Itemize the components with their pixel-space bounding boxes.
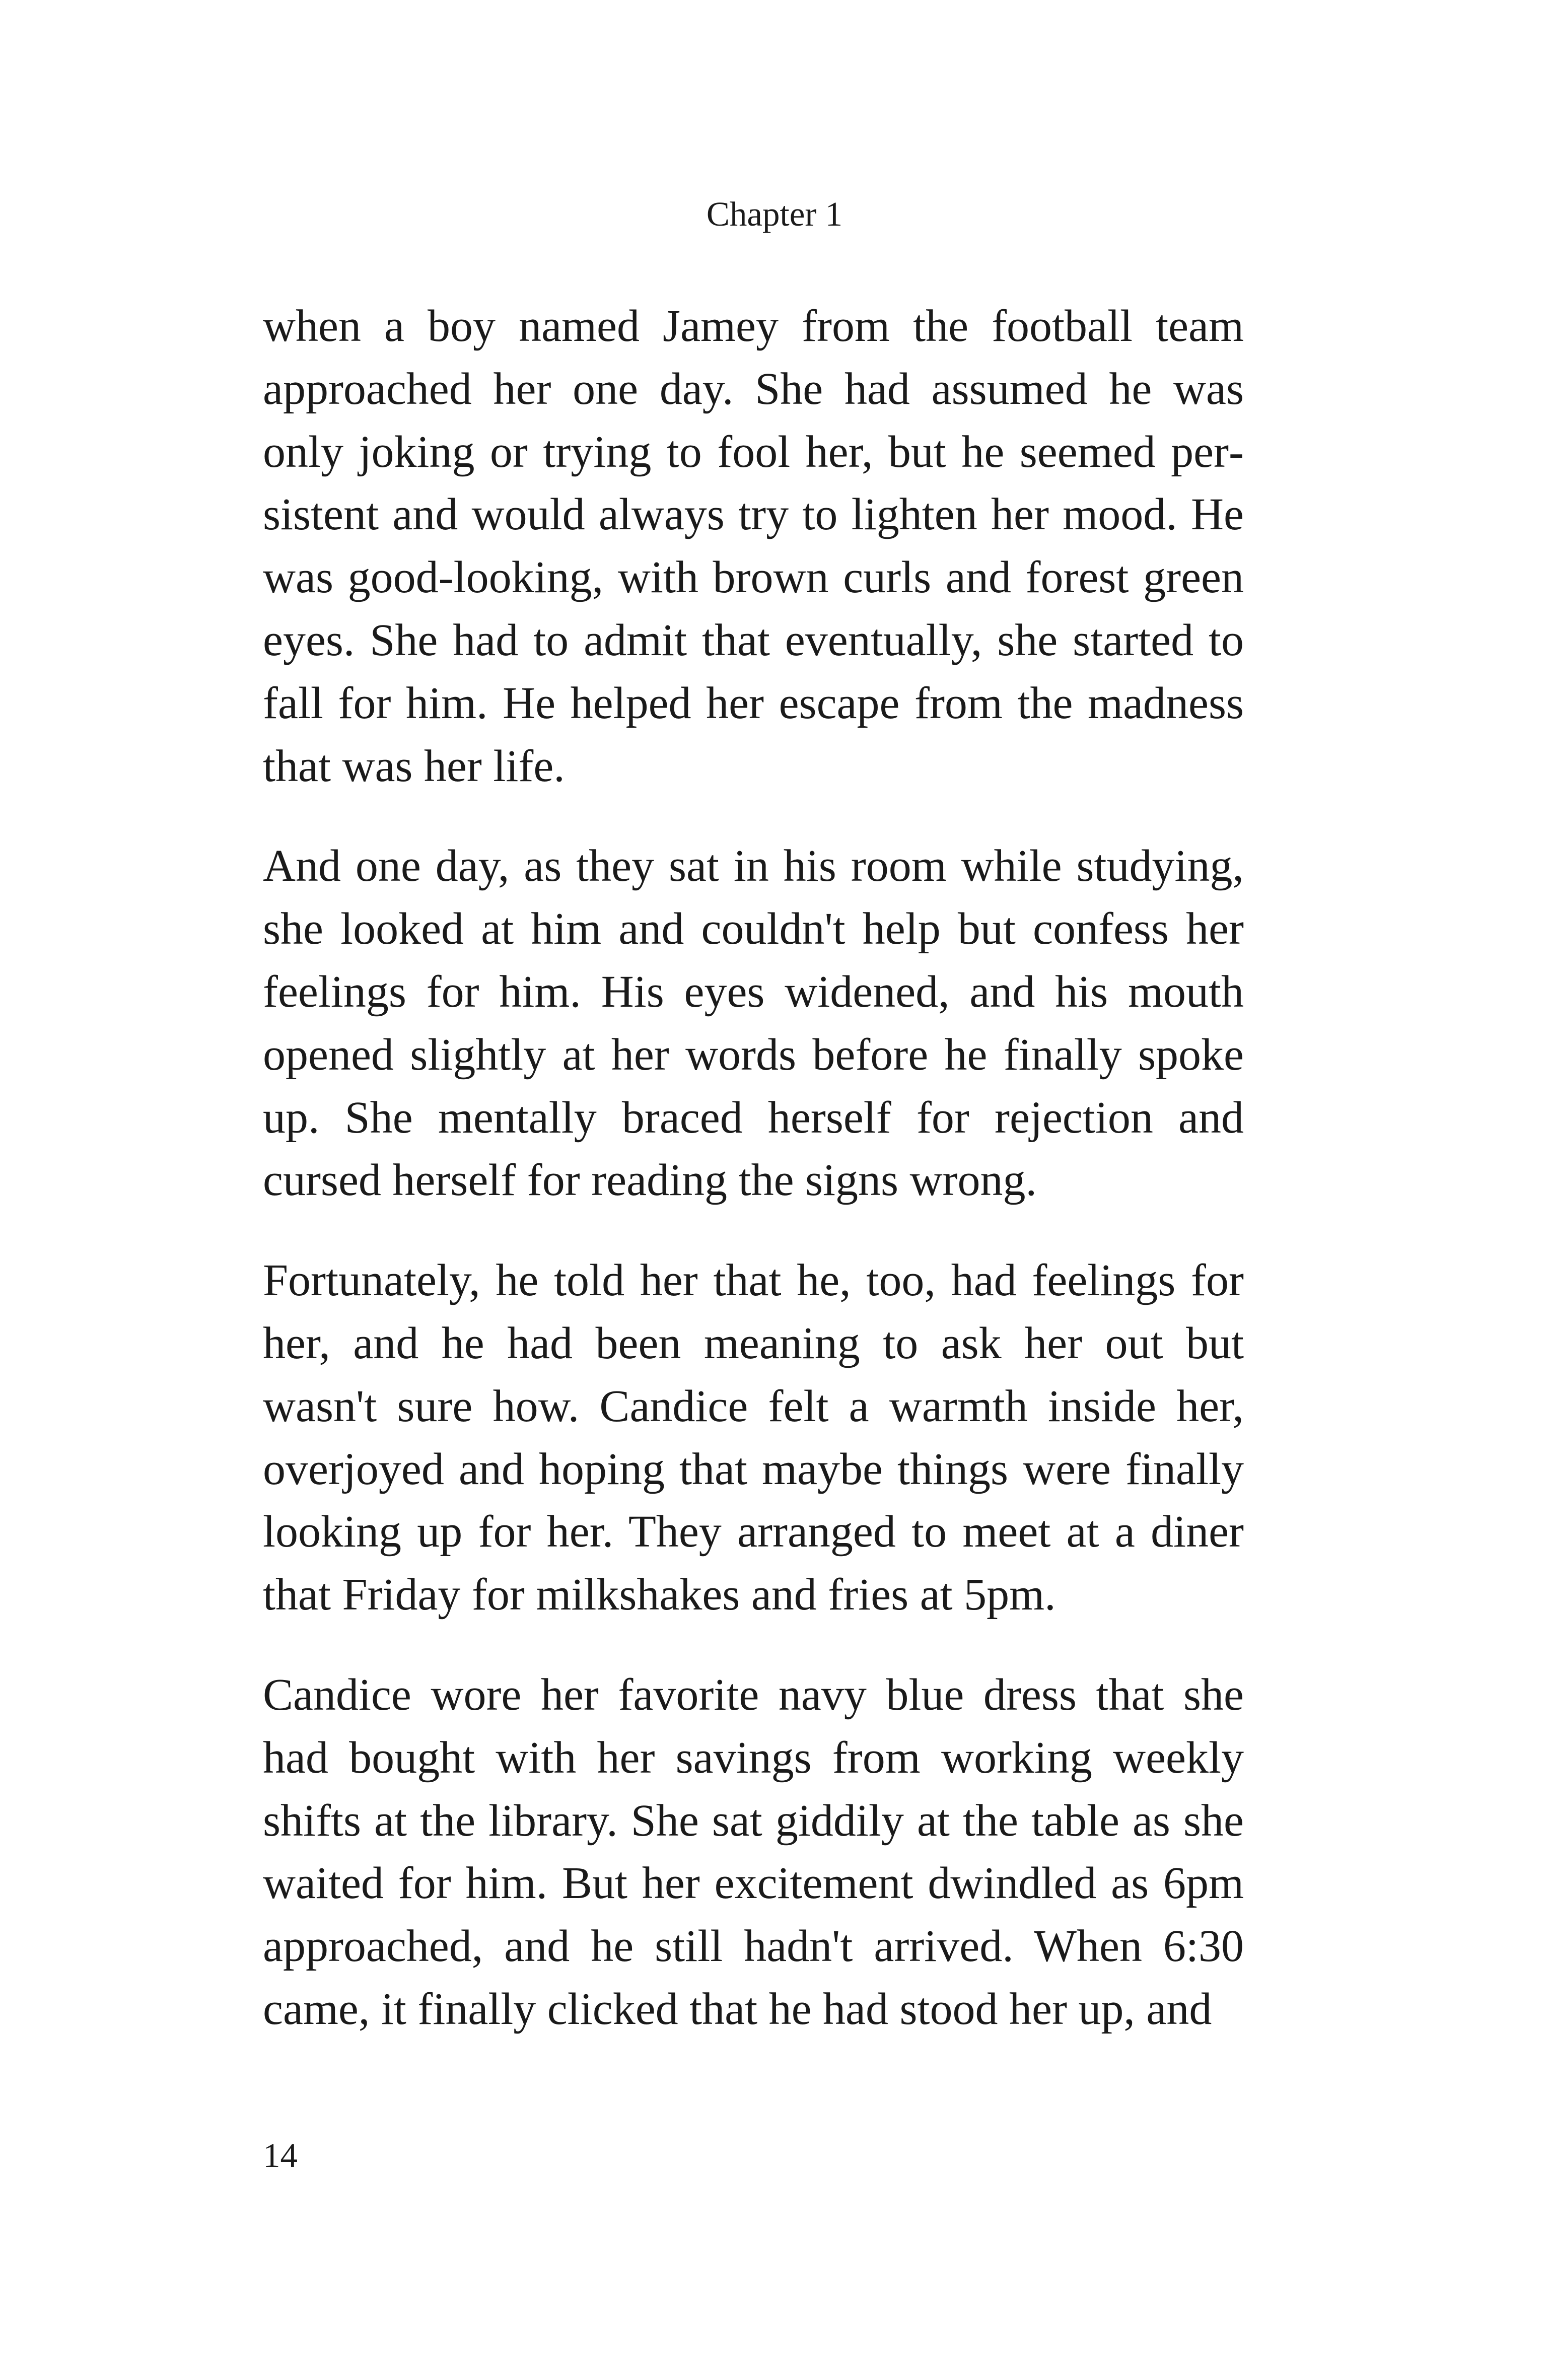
paragraph-3: Fortunately, he told her that he, too, had feelings for her, and he had been meaning to ask her out but wasn't sure how. Candice felt a warmth inside her, overjoyed and hoping that maybe things were finally looking up for her. They arranged to meet at a diner that Friday for milkshakes and fries at 5pm. bbox=[263, 1255, 1244, 1620]
paragraph-4: Candice wore her favorite navy blue dress that she had bought with her savings from working weekly shifts at the library. She sat giddily at the table as she waited for him. But her excitement dwindled as 6pm approached, and he still hadn't arrived. When 6:30 came, it finally clicked that he had stood her up, and bbox=[263, 1669, 1244, 2034]
page-number: 14 bbox=[263, 2136, 298, 2175]
chapter-header: Chapter 1 bbox=[706, 195, 843, 233]
paragraph-2: And one day, as they sat in his room while studying, she looked at him and couldn't help but confess her feelings for him. His eyes widened, and his mouth opened slightly at her words before he finally spoke up. She mentally braced herself for rejection and cursed herself for reading the signs wrong. bbox=[263, 841, 1244, 1206]
body-text bbox=[263, 295, 1244, 2041]
paragraph-1: when a boy named Jamey from the football team approached her one day. She had assumed he was only joking or trying to fool her, but he seemed persistent and would always try to lighten her mood. He was good-looking, with brown curls and forest green eyes. She had to admit that eventually, she started to fall for him. He helped her escape from the madness that was her life. bbox=[263, 301, 1244, 791]
